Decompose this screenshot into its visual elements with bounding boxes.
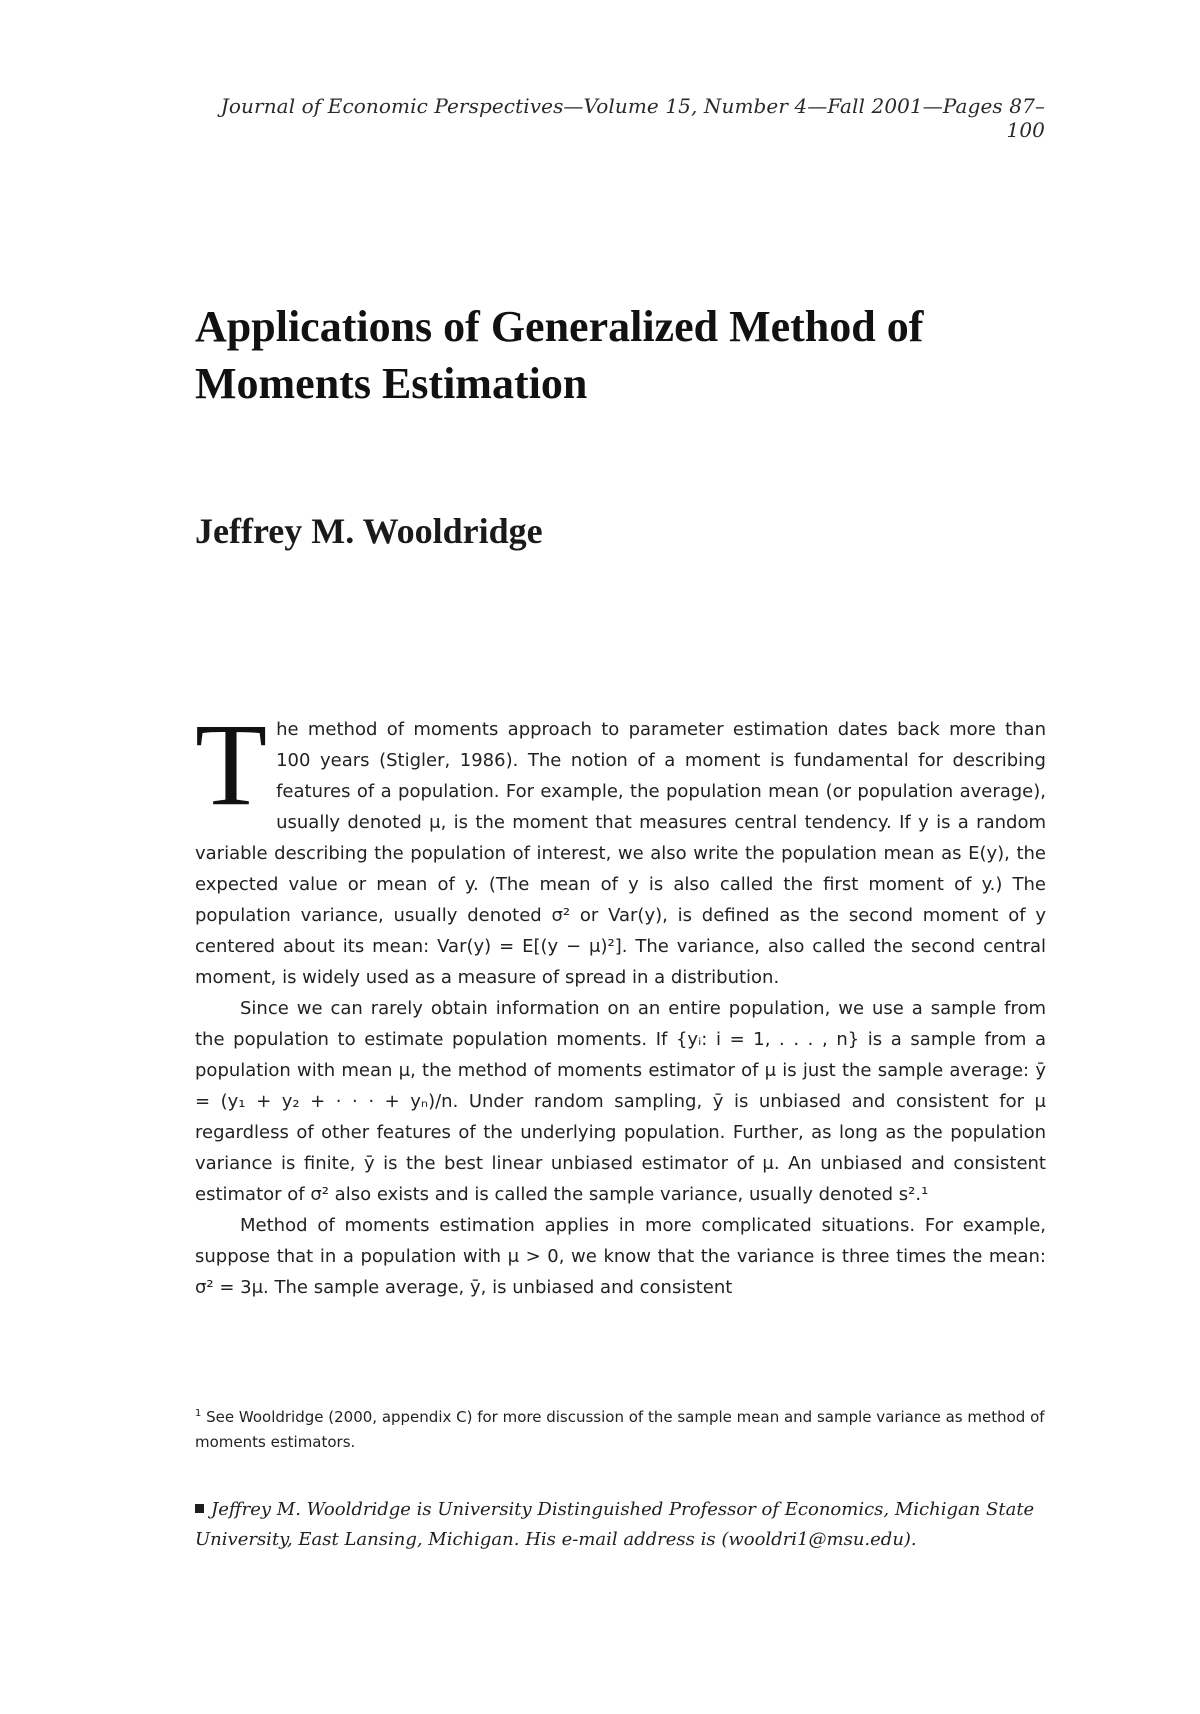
author-note-text: Jeffrey M. Wooldridge is University Distinguished Professor of Economics, Michigan State University, East Lansing, Michigan. His e-mail address is (wooldri1@msu.edu).: [195, 1499, 1035, 1550]
body-paragraph: Since we can rarely obtain information on an entire population, we use a sample from the population to estimate population moments. If {yᵢ: i = 1, . . . , n} is a sample from a population with mean μ, the method of moments estimator of μ is just the sample average: ȳ = (y₁ + y₂ + · · · + yₙ)/n. Under random sampling, ȳ is unbiased and consistent for μ regardless of other features of the underlying population. Further, as long as the population variance is finite, ȳ is the best linear unbiased estimator of μ. An unbiased and consistent estimator of σ² also exists and is called the sample variance, usually denoted s².¹: [195, 998, 1046, 1205]
paragraph-1-text: he method of moments approach to parameter estimation dates back more than 100 years (Stigler, 1986). The notion of a moment is fundamental for describing features of a population. For example, the population mean (or population average), usually denoted μ, is the moment that measures central tendency. If y is a random variable describing the population of interest, we also write the population mean as E(y), the expected value or mean of y. (The mean of y is also called the first moment of y.) The population variance, usually denoted σ² or Var(y), is defined as the second moment of y centered about its mean: Var(y) = E[(y − μ)²]. The variance, also called the second central moment, is widely used as a measure of spread in a distribution.: [195, 719, 1046, 988]
square-bullet-icon: [195, 1504, 204, 1513]
body-paragraph: [195, 699, 1046, 993]
journal-header: Journal of Economic Perspectives—Volume 15, Number 4—Fall 2001—Pages 87–100: [220, 94, 1045, 142]
body-paragraph: Method of moments estimation applies in more complicated situations. For example, suppose that in a population with μ > 0, we know that the variance is three times the mean: σ² = 3μ. The sample average, ȳ, is unbiased and consistent: [195, 1215, 1046, 1298]
article-author: Jeffrey M. Wooldridge: [195, 511, 543, 551]
footnote-text: See Wooldridge (2000, appendix C) for more discussion of the sample mean and sample variance as method of moments estimators.: [195, 1408, 1045, 1451]
drop-cap: T: [195, 699, 268, 830]
footnote: [195, 1405, 1046, 1455]
article-body: [195, 699, 1046, 1303]
article-title: Applications of Generalized Method of Moments Estimation: [195, 302, 924, 408]
author-note: [195, 1495, 1046, 1555]
footnote-marker: 1: [195, 1408, 202, 1419]
